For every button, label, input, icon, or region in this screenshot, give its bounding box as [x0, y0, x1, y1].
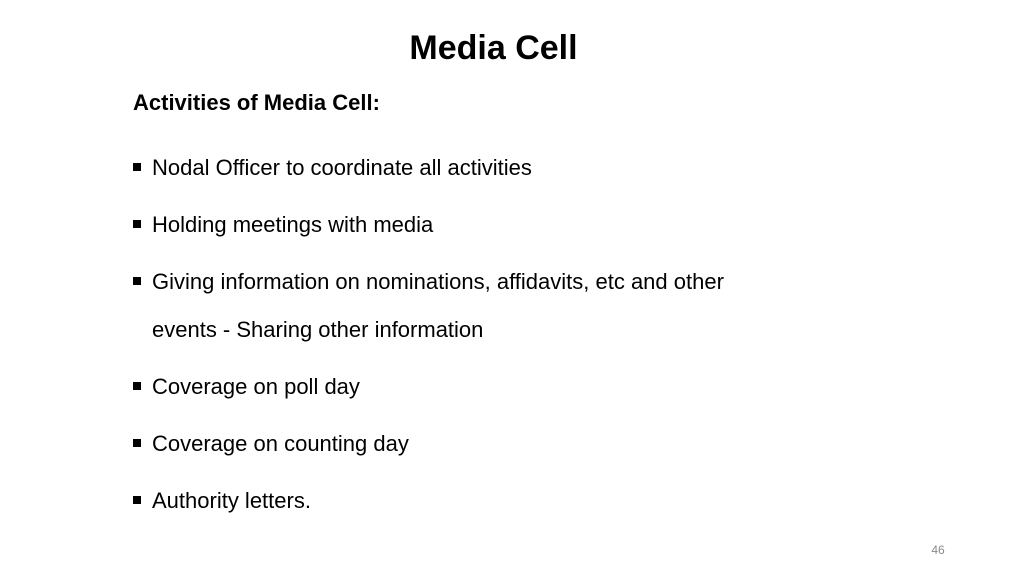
list-item-text: Nodal Officer to coordinate all activities [152, 155, 532, 180]
list-item-text: Coverage on counting day [152, 431, 409, 456]
page-number: 46 [931, 543, 945, 557]
square-bullet-icon [133, 277, 141, 285]
slide-title: Media Cell [409, 29, 578, 67]
list-item [133, 363, 833, 411]
list-item [133, 144, 833, 192]
square-bullet-icon [133, 496, 141, 504]
bullet-list [133, 144, 833, 534]
square-bullet-icon [133, 382, 141, 390]
square-bullet-icon [133, 439, 141, 447]
list-item [133, 201, 833, 249]
list-item-text: Giving information on nominations, affidavits, etc and other events - Sharing other information [152, 269, 724, 342]
square-bullet-icon [133, 163, 141, 171]
section-heading: Activities of Media Cell: [133, 90, 380, 115]
list-item [133, 477, 833, 525]
list-item [133, 420, 833, 468]
list-item-text: Authority letters. [152, 488, 311, 513]
list-item-text: Coverage on poll day [152, 374, 360, 399]
list-item [133, 258, 833, 354]
list-item-text: Holding meetings with media [152, 212, 434, 237]
square-bullet-icon [133, 220, 141, 228]
